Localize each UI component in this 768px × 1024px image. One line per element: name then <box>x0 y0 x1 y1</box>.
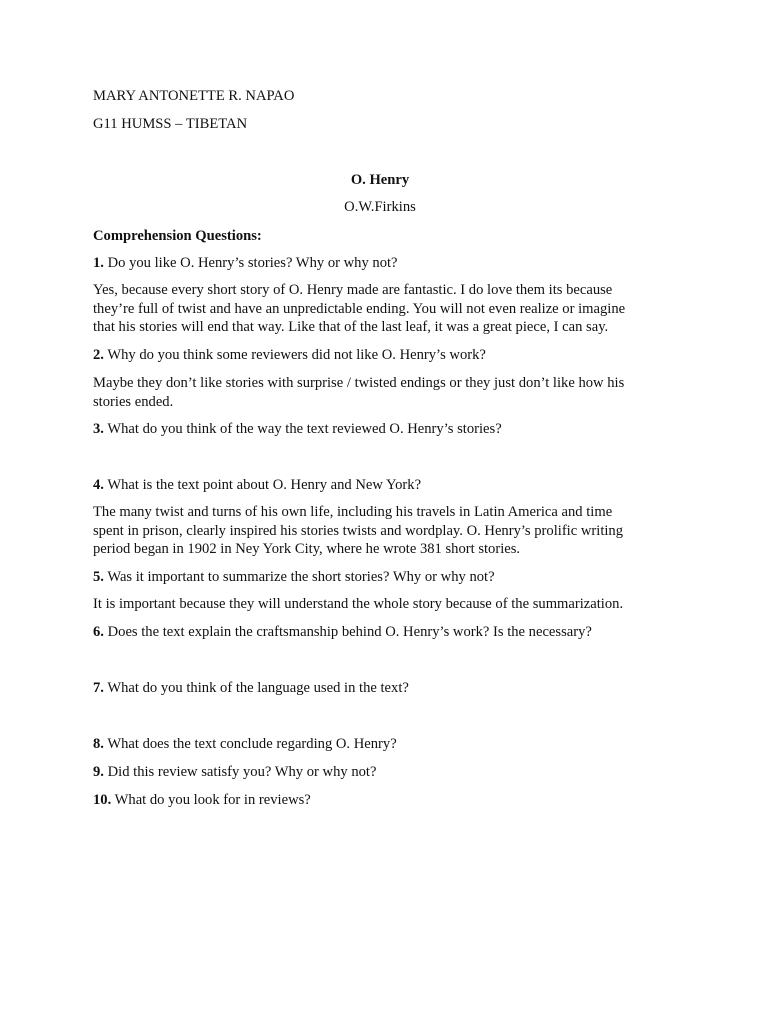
student-name: MARY ANTONETTE R. NAPAO <box>93 88 295 104</box>
question-2 <box>93 346 486 364</box>
answer-line: period began in 1902 in Ney York City, where he wrote 381 short stories. <box>93 541 521 557</box>
answer-1 <box>93 281 673 337</box>
document-title: O. Henry <box>350 172 410 188</box>
question-text: What do you think of the way the text reviewed O. Henry’s stories? <box>103 421 502 437</box>
answer-5 <box>93 595 673 614</box>
answer-line: It is important because they will understand the whole story because of the summarization. <box>93 596 624 612</box>
section-heading: Comprehension Questions: <box>93 228 262 244</box>
answer-line: stories ended. <box>93 393 174 410</box>
question-text: Why do you think some reviewers did not like O. Henry’s work? <box>103 347 486 363</box>
answer-line: Maybe they don’t like stories with surprise / twisted endings or they just don’t like how his <box>93 375 625 391</box>
question-text: What do you think of the language used in the text? <box>103 680 409 696</box>
question-9 <box>93 763 376 781</box>
answer-line: they’re full of twist and have an unpredictable ending. You will not even realize or imagine <box>93 300 626 317</box>
question-3 <box>93 420 502 438</box>
answer-line: that his stories will end that way. Like that of the last leaf, it was a great piece, I can say. <box>93 319 609 335</box>
question-text: Does the text explain the craftsmanship behind O. Henry’s work? Is the necessary? <box>103 624 592 640</box>
question-text: Did this review satisfy you? Why or why not? <box>103 764 377 780</box>
question-text: Do you like O. Henry’s stories? Why or why not? <box>103 255 398 271</box>
question-number: 4. <box>93 477 104 493</box>
question-number: 7. <box>93 680 104 696</box>
question-1 <box>93 254 398 272</box>
question-10 <box>93 791 311 809</box>
question-number: 6. <box>93 624 104 640</box>
question-6 <box>93 623 592 641</box>
answer-line: Yes, because every short story of O. Henry made are fantastic. I do love them its because <box>93 282 613 298</box>
question-text: What do you look for in reviews? <box>111 792 311 808</box>
question-number: 1. <box>93 255 104 271</box>
question-7 <box>93 679 409 697</box>
answer-line: The many twist and turns of his own life, including his travels in Latin America and time <box>93 504 613 520</box>
question-number: 9. <box>93 764 104 780</box>
answer-line: spent in prison, clearly inspired his stories twists and wordplay. O. Henry’s prolific writing <box>93 522 624 539</box>
question-number: 8. <box>93 736 104 752</box>
question-text: What is the text point about O. Henry and New York? <box>103 477 422 493</box>
question-number: 10. <box>93 792 112 808</box>
question-8 <box>93 735 397 753</box>
question-number: 3. <box>93 421 104 437</box>
answer-2 <box>93 374 673 411</box>
question-text: What does the text conclude regarding O. Henry? <box>103 736 397 752</box>
question-4 <box>93 476 421 494</box>
question-number: 5. <box>93 569 104 585</box>
document-author: O.W.Firkins <box>344 199 416 215</box>
question-5 <box>93 568 495 586</box>
question-text: Was it important to summarize the short stories? Why or why not? <box>103 569 495 585</box>
student-section: G11 HUMSS – TIBETAN <box>93 116 248 132</box>
answer-4 <box>93 503 673 559</box>
question-number: 2. <box>93 347 104 363</box>
